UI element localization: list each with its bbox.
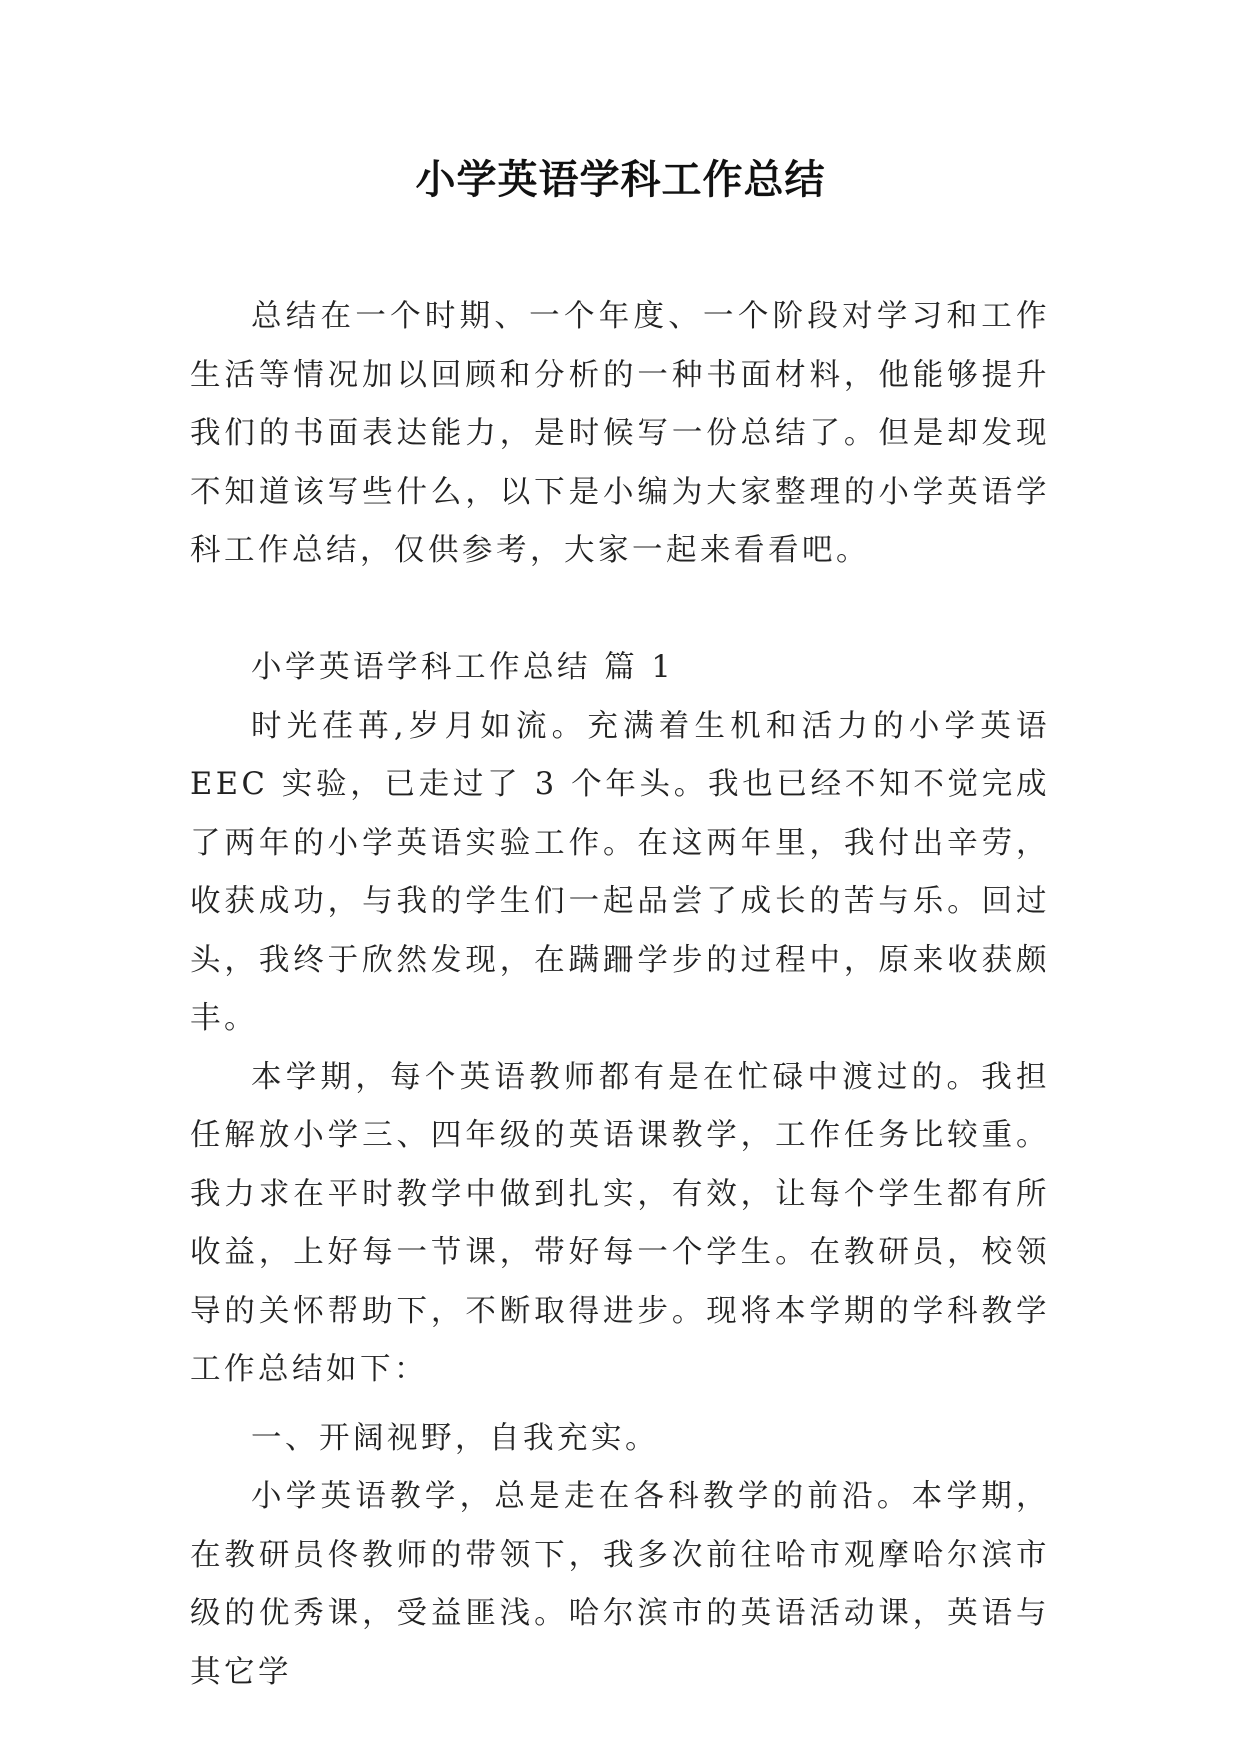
document-body (190, 288, 1050, 1702)
subsection-heading: 一、开阔视野，自我充实。 (251, 1420, 659, 1456)
body-paragraph: 小学英语教学，总是走在各科教学的前沿。本学期，在教研员佟教师的带领下，我多次前往哈市观摩哈尔滨市级的优秀课，受益匪浅。哈尔滨市的英语活动课，英语与其它学 (190, 1479, 1050, 1690)
body-paragraph: 时光荏苒,岁月如流。充满着生机和活力的小学英语 EEC 实验，已走过了 3 个年头。我也已经不知不觉完成了两年的小学英语实验工作。在这两年里，我付出辛劳，收获成功，与我的学生们一起品尝了成长的苦与乐。回过头，我终于欣然发现，在蹒跚学步的过程中，原来收获颇丰。 (190, 708, 1050, 1036)
intro-paragraph: 总结在一个时期、一个年度、一个阶段对学习和工作生活等情况加以回顾和分析的一种书面材料，他能够提升我们的书面表达能力，是时候写一份总结了。但是却发现不知道该写些什么，以下是小编为大家整理的小学英语学科工作总结，仅供参考，大家一起来看看吧。 (190, 299, 1050, 568)
body-paragraph: 本学期，每个英语教师都有是在忙碌中渡过的。我担任解放小学三、四年级的英语课教学，工作任务比较重。我力求在平时教学中做到扎实，有效，让每个学生都有所收益，上好每一节课，带好每一个学生。在教研员，校领导的关怀帮助下，不断取得进步。现将本学期的学科教学工作总结如下： (190, 1059, 1050, 1387)
document-title: 小学英语学科工作总结 (415, 157, 826, 203)
section-heading: 小学英语学科工作总结 篇 1 (251, 650, 675, 685)
